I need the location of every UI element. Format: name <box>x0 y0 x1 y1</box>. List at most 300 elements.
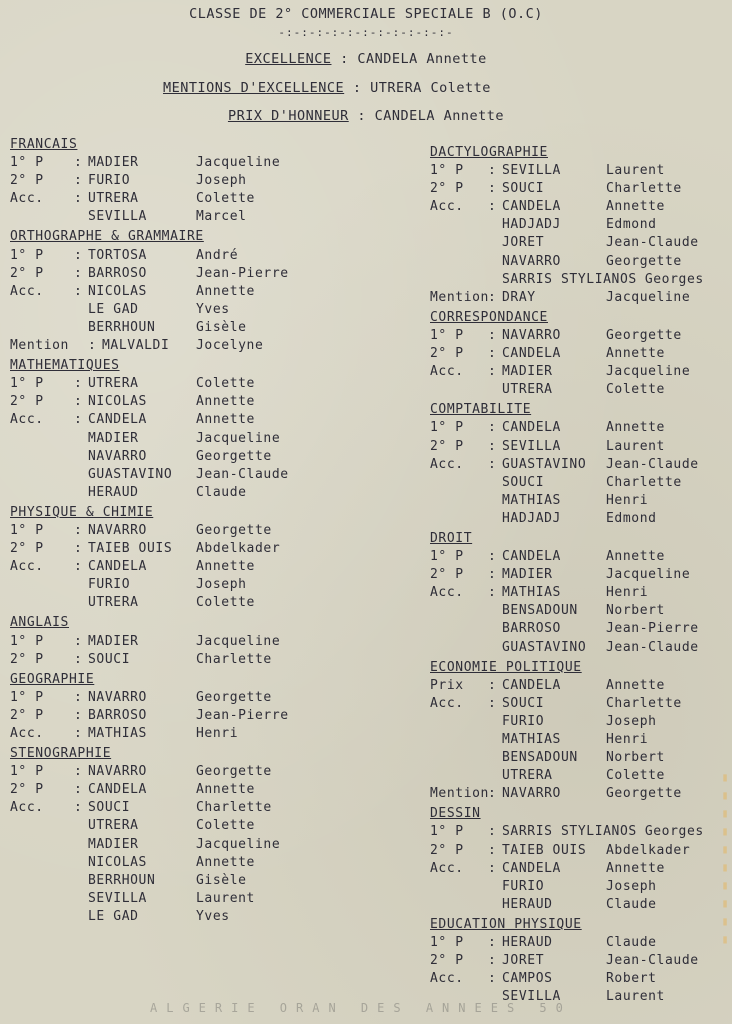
student-surname: CANDELA <box>502 549 561 565</box>
award-section <box>430 401 732 528</box>
student-surname: FURIO <box>88 577 131 593</box>
student-surname: BARROSO <box>88 707 147 723</box>
award-place: 1° P <box>430 163 464 179</box>
separator: : <box>74 522 83 538</box>
award-section <box>10 228 340 355</box>
student-surname: MATHIAS <box>502 585 561 601</box>
award-section <box>430 144 732 307</box>
student-surname: NAVARRO <box>88 764 147 780</box>
student-surname: UTRERA <box>502 768 553 784</box>
section-title: STENOGRAPHIE <box>10 746 112 762</box>
section-title: DESSIN <box>430 806 481 822</box>
student-firstname: Marcel <box>196 209 247 225</box>
award-row <box>10 411 340 429</box>
right-column <box>430 144 732 1008</box>
student-firstname: Colette <box>196 595 255 611</box>
award-place: Acc. <box>430 585 464 601</box>
student-surname: MADIER <box>88 633 139 649</box>
student-surname: GUASTAVINO <box>502 456 587 472</box>
award-row <box>10 558 340 576</box>
student-surname: SARRIS STYLIANOS <box>502 271 637 287</box>
award-place: 1° P <box>10 522 44 538</box>
student-firstname: Joseph <box>606 878 657 894</box>
separator <box>488 234 502 252</box>
award-row <box>10 725 340 743</box>
student-firstname: Jean-Pierre <box>606 621 699 637</box>
award-row <box>10 172 340 190</box>
student-surname: BARROSO <box>502 621 561 637</box>
award-row <box>430 602 732 620</box>
student-firstname: Abdelkader <box>606 842 691 858</box>
student-surname: TORTOSA <box>88 247 147 263</box>
student-firstname: Jacqueline <box>606 289 691 305</box>
award-row <box>430 198 732 216</box>
student-surname: LE GAD <box>88 301 139 317</box>
award-place: 2° P <box>430 842 464 858</box>
student-surname: UTRERA <box>88 376 139 392</box>
student-firstname: Colette <box>606 768 665 784</box>
separator: : <box>488 456 497 472</box>
award-section <box>10 614 340 668</box>
award-place: Mention <box>10 338 69 354</box>
separator: : <box>488 364 497 380</box>
student-surname: HADJADJ <box>502 510 561 526</box>
award-row <box>430 860 732 878</box>
award-section <box>10 504 340 613</box>
student-surname: SOUCI <box>88 651 131 667</box>
student-surname: UTRERA <box>88 595 139 611</box>
student-firstname: Gisèle <box>196 872 247 888</box>
award-row <box>430 970 732 988</box>
student-surname: UTRERA <box>88 818 139 834</box>
student-surname: JORET <box>502 235 545 251</box>
separator <box>488 492 502 510</box>
student-firstname: Claude <box>606 935 657 951</box>
student-surname: MATHIAS <box>502 492 561 508</box>
award-row <box>10 430 340 448</box>
award-place <box>430 234 488 252</box>
award-place <box>430 749 488 767</box>
student-surname: GUASTAVINO <box>502 639 587 655</box>
section-title: ORTHOGRAPHE & GRAMMAIRE <box>10 229 204 245</box>
separator <box>488 271 502 289</box>
separator <box>488 639 502 657</box>
award-row <box>10 799 340 817</box>
student-surname: SARRIS STYLIANOS <box>502 824 637 840</box>
student-firstname: Annette <box>196 782 255 798</box>
separator <box>74 484 88 502</box>
student-surname: NICOLAS <box>88 283 147 299</box>
award-row <box>430 456 732 474</box>
student-surname: UTRERA <box>502 382 553 398</box>
mentions-value: : UTRERA Colette <box>352 80 491 96</box>
award-row <box>430 345 732 363</box>
student-surname: CANDELA <box>502 346 561 362</box>
student-firstname: Georgette <box>606 786 682 802</box>
separator: : <box>488 438 497 454</box>
award-place: Acc. <box>430 456 464 472</box>
student-surname: NAVARRO <box>88 448 147 464</box>
separator <box>74 430 88 448</box>
award-row <box>10 319 340 337</box>
student-firstname: Claude <box>606 896 657 912</box>
separator: : <box>74 800 83 816</box>
award-place <box>10 890 74 908</box>
award-row <box>430 510 732 528</box>
section-title: DROIT <box>430 530 473 546</box>
separator <box>74 319 88 337</box>
student-firstname: Charlette <box>606 695 682 711</box>
award-place <box>430 620 488 638</box>
separator: : <box>74 247 83 263</box>
student-surname: CANDELA <box>502 860 561 876</box>
award-row <box>430 713 732 731</box>
separator <box>488 474 502 492</box>
separator <box>74 448 88 466</box>
section-title: FRANCAIS <box>10 137 78 152</box>
student-firstname: Jean-Pierre <box>196 265 289 281</box>
student-surname: CANDELA <box>88 412 147 428</box>
award-row <box>430 180 732 198</box>
student-firstname: Annette <box>196 283 255 299</box>
student-surname: DRAY <box>502 289 536 305</box>
student-firstname: Joseph <box>606 713 657 729</box>
award-place: Mention <box>430 786 489 802</box>
student-firstname: Jacqueline <box>196 633 281 649</box>
award-place: Prix <box>430 677 464 693</box>
award-row <box>10 466 340 484</box>
award-place: Acc. <box>10 559 44 575</box>
award-row <box>10 265 340 283</box>
award-row <box>430 363 732 381</box>
award-row <box>10 817 340 835</box>
separator <box>488 216 502 234</box>
award-row <box>430 767 732 785</box>
separator: : <box>488 935 497 951</box>
award-row <box>430 474 732 492</box>
student-firstname: Charlette <box>606 474 682 490</box>
student-surname: SEVILLA <box>88 890 147 906</box>
student-surname: CANDELA <box>502 420 561 436</box>
award-place <box>10 319 74 337</box>
student-firstname: Yves <box>196 908 230 924</box>
student-surname: HERAUD <box>88 484 139 500</box>
separator: : <box>74 155 83 171</box>
award-place: 2° P <box>10 707 44 723</box>
award-place: Acc. <box>430 364 464 380</box>
student-firstname: Jacqueline <box>606 567 691 583</box>
award-place: 1° P <box>10 764 44 780</box>
student-firstname: Georgette <box>196 522 272 538</box>
student-surname: CAMPOS <box>502 971 553 987</box>
student-firstname: Annette <box>196 412 255 428</box>
award-place <box>430 492 488 510</box>
award-place: Acc. <box>430 860 464 876</box>
award-row <box>430 419 732 437</box>
section-title: PHYSIQUE & CHIMIE <box>10 504 154 520</box>
separator: : <box>488 420 497 436</box>
student-firstname: Jacqueline <box>196 430 281 446</box>
award-place <box>10 484 74 502</box>
student-firstname: Annette <box>196 559 255 575</box>
student-firstname: Laurent <box>606 438 665 454</box>
award-place: 2° P <box>430 346 464 362</box>
separator: : <box>74 376 83 392</box>
student-surname: SEVILLA <box>88 209 147 225</box>
award-place: 1° P <box>430 420 464 436</box>
separator <box>488 381 502 399</box>
student-firstname: Jacqueline <box>606 364 691 380</box>
award-row <box>10 448 340 466</box>
student-surname: CANDELA <box>502 677 561 693</box>
separator <box>488 896 502 914</box>
student-firstname: Henri <box>196 726 239 741</box>
award-row <box>430 271 732 289</box>
separator: : <box>74 265 83 281</box>
student-firstname: Georgette <box>196 689 272 705</box>
award-row <box>10 763 340 781</box>
section-title: EDUCATION PHYSIQUE <box>430 916 582 932</box>
student-firstname: Yves <box>196 301 230 317</box>
award-row <box>430 677 732 695</box>
award-row <box>10 633 340 651</box>
mentions-line <box>163 80 491 96</box>
student-firstname: Charlette <box>196 800 272 816</box>
separator <box>488 731 502 749</box>
title-rule: -:-:-:-:-:-:-:-:-:-:-:- <box>278 26 454 39</box>
separator: : <box>74 782 83 798</box>
award-row <box>10 247 340 265</box>
side-stamp: ▮▮▮▮▮▮▮▮▮▮ <box>718 770 732 950</box>
award-place <box>10 430 74 448</box>
student-firstname: Annette <box>606 199 665 215</box>
student-firstname: Annette <box>606 677 665 693</box>
separator: : <box>74 707 83 723</box>
student-surname: CANDELA <box>88 782 147 798</box>
separator: : <box>74 633 83 649</box>
student-surname: MATHIAS <box>502 732 561 747</box>
award-row <box>10 522 340 540</box>
student-firstname: Norbert <box>606 603 665 619</box>
separator <box>488 510 502 528</box>
award-row <box>10 154 340 172</box>
award-place <box>430 602 488 620</box>
award-row <box>430 327 732 345</box>
honneur-label: PRIX D'HONNEUR <box>227 108 349 124</box>
award-section <box>430 659 732 804</box>
award-place: 2° P <box>10 173 44 189</box>
student-surname: SOUCI <box>502 474 545 490</box>
watermark: ALGERIE ORAN DES ANNEES 50 <box>150 1001 572 1015</box>
award-place: Acc. <box>10 800 44 816</box>
award-row <box>10 484 340 502</box>
separator: : <box>74 726 83 741</box>
award-section <box>430 309 732 399</box>
student-firstname: Henri <box>606 732 649 747</box>
award-place <box>430 510 488 528</box>
award-place: 1° P <box>430 327 464 343</box>
student-firstname: Joseph <box>196 577 247 593</box>
student-firstname: Georgette <box>196 448 272 464</box>
award-row <box>430 216 732 234</box>
separator: : <box>488 327 497 343</box>
student-surname: FURIO <box>502 713 545 729</box>
student-firstname: Georgette <box>606 327 682 343</box>
student-surname: CANDELA <box>88 559 147 575</box>
student-firstname: Jean-Claude <box>606 456 699 472</box>
student-firstname: Charlette <box>606 181 682 197</box>
student-firstname: Annette <box>606 860 665 876</box>
award-row <box>430 878 732 896</box>
award-place: 1° P <box>10 689 44 705</box>
award-row <box>430 584 732 602</box>
award-row <box>430 785 732 803</box>
separator <box>74 466 88 484</box>
award-row <box>10 781 340 799</box>
section-title: DACTYLOGRAPHIE <box>430 145 548 160</box>
award-place: 2° P <box>10 782 44 798</box>
separator: : <box>74 173 83 189</box>
award-row <box>10 190 340 208</box>
student-surname: NAVARRO <box>502 253 561 269</box>
student-firstname: Laurent <box>606 163 665 179</box>
separator <box>74 854 88 872</box>
student-surname: HERAUD <box>502 896 553 912</box>
award-row <box>430 896 732 914</box>
student-surname: BENSADOUN <box>502 750 578 766</box>
student-firstname: Charlette <box>196 651 272 667</box>
award-row <box>10 854 340 872</box>
student-surname: BENSADOUN <box>502 603 578 619</box>
student-surname: NAVARRO <box>502 327 561 343</box>
award-row <box>10 651 340 669</box>
separator <box>74 817 88 835</box>
separator: : <box>74 689 83 705</box>
award-place: Acc. <box>10 412 44 428</box>
award-row <box>430 749 732 767</box>
student-surname: MADIER <box>502 567 553 583</box>
award-place <box>10 872 74 890</box>
award-place: 1° P <box>430 824 464 840</box>
student-firstname: Jean-Claude <box>606 953 699 969</box>
award-row <box>10 890 340 908</box>
separator: : <box>488 549 497 565</box>
separator: : <box>488 842 497 858</box>
student-surname: BERRHOUN <box>88 872 156 888</box>
student-firstname: Gisèle <box>196 319 247 335</box>
student-firstname: Annette <box>196 854 255 870</box>
student-surname: UTRERA <box>88 191 139 207</box>
award-place: Acc. <box>10 191 44 207</box>
student-surname: MATHIAS <box>88 726 147 741</box>
student-firstname: Laurent <box>196 890 255 906</box>
award-place <box>430 474 488 492</box>
student-surname: HADJADJ <box>502 217 561 233</box>
separator <box>488 253 502 271</box>
separator: : <box>88 338 97 354</box>
student-surname: BARROSO <box>88 265 147 281</box>
student-surname: SOUCI <box>502 695 545 711</box>
award-place: 2° P <box>10 541 44 557</box>
student-firstname: Colette <box>196 376 255 392</box>
award-place <box>430 713 488 731</box>
award-row <box>430 620 732 638</box>
student-surname: SOUCI <box>88 800 131 816</box>
award-place <box>10 594 74 612</box>
award-place <box>430 271 488 289</box>
separator: : <box>74 651 83 667</box>
section-title: ECONOMIE POLITIQUE <box>430 659 582 675</box>
award-row <box>10 707 340 725</box>
student-surname: FURIO <box>88 173 131 189</box>
separator: : <box>74 191 83 207</box>
separator: : <box>488 824 497 840</box>
student-firstname: Colette <box>196 191 255 207</box>
separator <box>488 767 502 785</box>
award-section <box>10 136 340 226</box>
student-firstname: Norbert <box>606 750 665 766</box>
award-place <box>10 908 74 926</box>
award-section <box>10 671 340 743</box>
award-place: 1° P <box>10 376 44 392</box>
student-firstname: Joseph <box>196 173 247 189</box>
award-place: Acc. <box>10 726 44 741</box>
separator <box>488 749 502 767</box>
award-place <box>430 878 488 896</box>
student-firstname: Claude <box>196 484 247 500</box>
award-place: Acc. <box>430 971 464 987</box>
separator: : <box>488 289 497 305</box>
award-place: Acc. <box>430 695 464 711</box>
separator <box>488 602 502 620</box>
class-title: CLASSE DE 2° COMMERCIALE SPECIALE B (O.C) <box>189 6 543 22</box>
student-firstname: Jean-Claude <box>196 466 289 482</box>
student-firstname: Colette <box>606 382 665 398</box>
separator <box>74 890 88 908</box>
award-row <box>10 540 340 558</box>
separator: : <box>488 971 497 987</box>
award-place: 2° P <box>430 438 464 454</box>
award-row <box>10 208 340 226</box>
separator: : <box>488 346 497 362</box>
student-firstname: Annette <box>196 394 255 410</box>
separator <box>74 301 88 319</box>
award-row <box>430 842 732 860</box>
award-place <box>430 639 488 657</box>
award-row <box>430 234 732 252</box>
separator: : <box>74 764 83 780</box>
honneur-value: : CANDELA Annette <box>357 108 505 124</box>
award-place <box>430 381 488 399</box>
student-firstname: Georgette <box>196 764 272 780</box>
award-row <box>10 908 340 926</box>
award-place <box>430 731 488 749</box>
award-row <box>10 301 340 319</box>
excellence-line <box>0 51 732 67</box>
student-surname: TAIEB OUIS <box>502 842 587 858</box>
award-row <box>10 594 340 612</box>
mentions-label: MENTIONS D'EXCELLENCE <box>163 80 345 96</box>
award-row <box>430 548 732 566</box>
award-place: 1° P <box>10 247 44 263</box>
student-firstname: Jean-Claude <box>606 235 699 251</box>
left-column <box>10 136 340 928</box>
award-place <box>10 208 74 226</box>
separator: : <box>488 953 497 969</box>
student-surname: NICOLAS <box>88 854 147 870</box>
award-place <box>10 448 74 466</box>
award-place: Acc. <box>10 283 44 299</box>
